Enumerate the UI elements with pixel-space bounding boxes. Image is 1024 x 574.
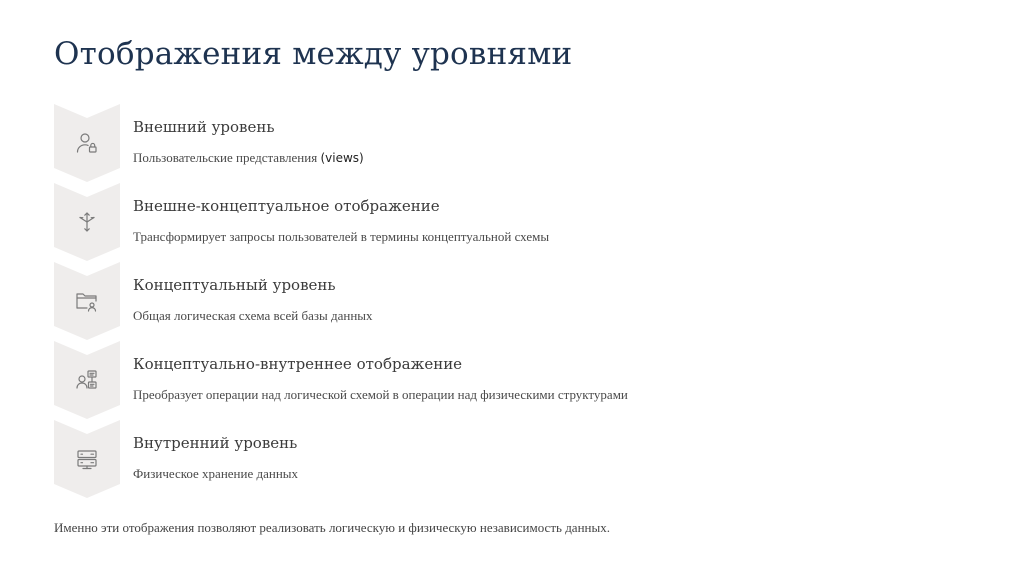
step-heading: Внутренний уровень — [133, 434, 298, 452]
shared-folder-icon — [74, 288, 100, 314]
footer-note: Именно эти отображения позволяют реализовать логическую и физическую независимость данных. — [54, 520, 610, 535]
user-exchange-icon — [74, 367, 100, 393]
step-conceptual-level — [54, 262, 954, 340]
user-lock-icon — [74, 130, 100, 156]
slide-title: Отображения между уровнями — [54, 36, 573, 72]
server-icon — [74, 446, 100, 472]
step-heading: Концептуальный уровень — [133, 276, 336, 294]
step-heading: Внешне-концептуальное отображение — [133, 197, 440, 215]
step-description — [133, 150, 364, 166]
mapping-arrows-icon — [74, 209, 100, 235]
step-external-conceptual-mapping — [54, 183, 954, 261]
step-description: Физическое хранение данных — [133, 466, 299, 481]
step-heading: Концептуально-внутреннее отображение — [133, 355, 463, 373]
step-description: Трансформирует запросы пользователей в термины концептуальной схемы — [133, 229, 550, 244]
step-description: Преобразует операции над логической схемой в операции над физическими структурами — [133, 387, 628, 402]
step-external-level — [54, 104, 954, 182]
step-description-text: Пользовательские представления — [133, 150, 318, 165]
step-conceptual-internal-mapping — [54, 341, 954, 419]
step-internal-level — [54, 420, 954, 498]
step-description-suffix: (views) — [320, 151, 364, 165]
step-description: Общая логическая схема всей базы данных — [133, 308, 373, 323]
step-heading: Внешний уровень — [133, 118, 275, 136]
